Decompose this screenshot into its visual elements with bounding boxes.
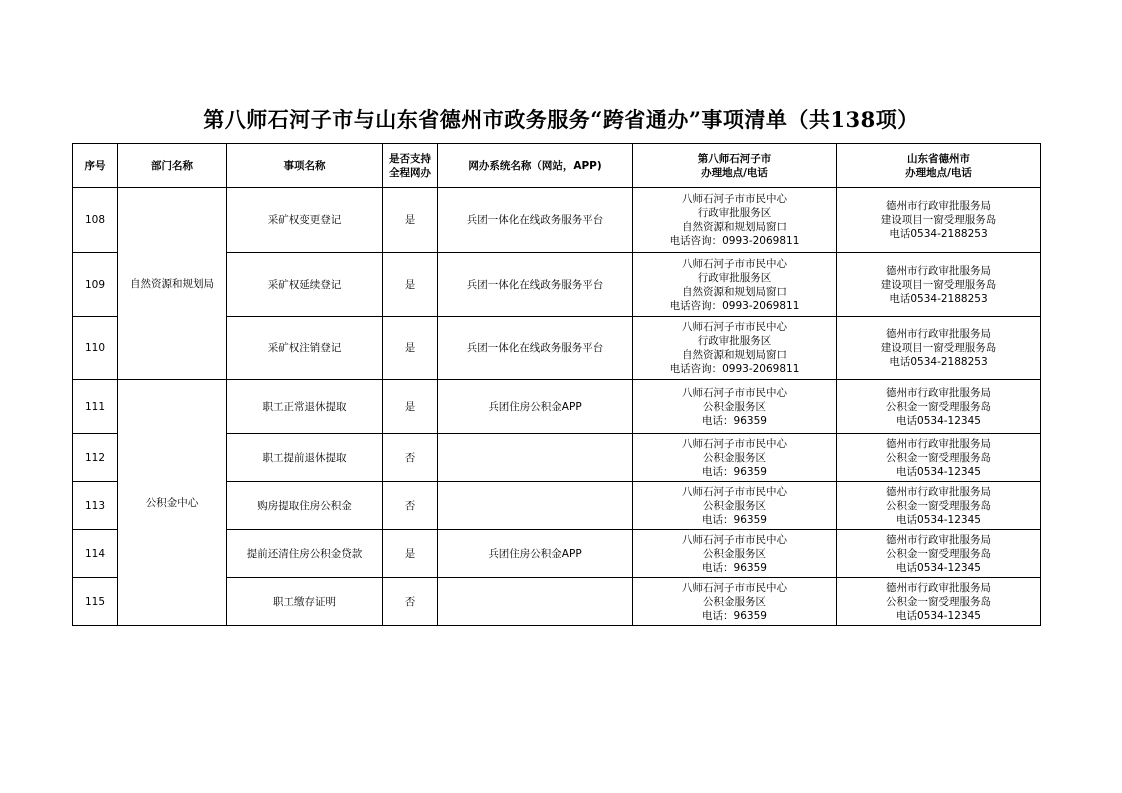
dz-address-line: 电话0534-12345 — [896, 561, 981, 574]
shz-address-line: 电话咨询：0993-2069811 — [669, 235, 800, 247]
cell-dept: 自然资源和规划局 — [118, 188, 227, 380]
shz-address-line: 电话：96359 — [702, 609, 767, 622]
dz-address-line: 公积金一窗受理服务岛 — [886, 499, 991, 512]
dz-address-line: 电话0534-2188253 — [889, 228, 988, 240]
dz-address-line: 德州市行政审批服务局 — [886, 581, 991, 594]
dz-address-line: 电话0534-12345 — [896, 465, 981, 478]
shz-address-line: 自然资源和规划局窗口 — [682, 285, 787, 298]
shz-address-line: 八师石河子市市民中心 — [682, 437, 787, 450]
cell-system: 兵团住房公积金APP — [438, 380, 633, 434]
cell-shz-address — [633, 253, 837, 317]
document-title: 第八师石河子市与山东省德州市政务服务“跨省通办”事项清单（共138项） — [203, 107, 919, 132]
dz-address-line: 德州市行政审批服务局 — [886, 485, 991, 498]
shz-address-line: 电话咨询：0993-2069811 — [669, 363, 800, 375]
cell-item: 采矿权延续登记 — [227, 253, 383, 317]
dz-address-line: 公积金一窗受理服务岛 — [886, 595, 991, 608]
items-table — [72, 143, 1041, 626]
shz-address-line: 公积金服务区 — [703, 451, 766, 464]
dz-address-line: 电话0534-12345 — [896, 609, 981, 622]
cell-dz-address — [837, 317, 1041, 380]
dz-address-line: 建设项目一窗受理服务岛 — [880, 342, 997, 354]
cell-shz-address — [633, 434, 837, 482]
cell-shz-address — [633, 317, 837, 380]
shz-address-line: 八师石河子市市民中心 — [682, 485, 787, 498]
shz-address-line: 电话：96359 — [702, 513, 767, 526]
shz-address-line: 电话：96359 — [702, 465, 767, 478]
cell-seq: 112 — [73, 434, 118, 482]
cell-item: 采矿权变更登记 — [227, 188, 383, 253]
cell-system: 兵团一体化在线政务服务平台 — [438, 188, 633, 253]
shz-address-line: 公积金服务区 — [703, 595, 766, 608]
dz-address-line: 建设项目一窗受理服务岛 — [880, 278, 997, 291]
cell-online: 否 — [383, 578, 438, 626]
cell-dz-address — [837, 434, 1041, 482]
dz-address-line: 公积金一窗受理服务岛 — [886, 547, 991, 560]
cell-dz-address — [837, 188, 1041, 253]
dz-address-line: 建设项目一窗受理服务岛 — [880, 214, 997, 226]
shz-address-line: 电话：96359 — [702, 414, 767, 427]
cell-item: 提前还清住房公积金贷款 — [227, 530, 383, 578]
cell-dz-address — [837, 530, 1041, 578]
cell-seq: 113 — [73, 482, 118, 530]
cell-dz-address — [837, 380, 1041, 434]
shz-address-line: 八师石河子市市民中心 — [682, 193, 787, 205]
dz-address-line: 电话0534-12345 — [896, 414, 981, 427]
cell-system: 兵团住房公积金APP — [438, 530, 633, 578]
cell-shz-address — [633, 380, 837, 434]
cell-item: 职工提前退休提取 — [227, 434, 383, 482]
shz-address-line: 自然资源和规划局窗口 — [682, 221, 787, 233]
shz-address-line: 公积金服务区 — [703, 400, 766, 413]
shz-address-line: 行政审批服务区 — [697, 207, 772, 219]
dz-address-line: 德州市行政审批服务局 — [886, 264, 991, 277]
cell-seq: 110 — [73, 317, 118, 380]
cell-shz-address — [633, 578, 837, 626]
cell-dz-address — [837, 253, 1041, 317]
shz-address-line: 行政审批服务区 — [697, 271, 772, 284]
header-dept: 部门名称 — [118, 144, 227, 188]
cell-system: 兵团一体化在线政务服务平台 — [438, 317, 633, 380]
header-row — [73, 144, 1041, 188]
cell-online: 是 — [383, 317, 438, 380]
dz-address-line: 电话0534-12345 — [896, 513, 981, 526]
cell-online: 是 — [383, 253, 438, 317]
header-shz: 第八师石河子市 办理地点/电话 — [633, 144, 837, 188]
shz-address-line: 公积金服务区 — [703, 547, 766, 560]
dz-address-line: 电话0534-2188253 — [889, 292, 988, 305]
dz-address-line: 德州市行政审批服务局 — [886, 437, 991, 450]
dz-address-line: 德州市行政审批服务局 — [886, 200, 991, 212]
dz-address-line: 公积金一窗受理服务岛 — [886, 451, 991, 464]
cell-seq: 109 — [73, 253, 118, 317]
cell-system — [438, 482, 633, 530]
shz-address-line: 行政审批服务区 — [697, 335, 772, 347]
cell-online: 是 — [383, 530, 438, 578]
shz-address-line: 八师石河子市市民中心 — [682, 321, 787, 333]
cell-shz-address — [633, 482, 837, 530]
dz-address-line: 德州市行政审批服务局 — [886, 386, 991, 399]
shz-address-line: 八师石河子市市民中心 — [682, 257, 787, 270]
cell-seq: 114 — [73, 530, 118, 578]
cell-seq: 111 — [73, 380, 118, 434]
cell-item: 职工正常退休提取 — [227, 380, 383, 434]
cell-system — [438, 578, 633, 626]
shz-address-line: 电话咨询：0993-2069811 — [669, 299, 800, 312]
dz-address-line: 电话0534-2188253 — [889, 356, 988, 368]
table-row — [73, 188, 1041, 253]
header-system: 网办系统名称（网站，APP) — [438, 144, 633, 188]
cell-online: 是 — [383, 188, 438, 253]
cell-seq: 115 — [73, 578, 118, 626]
shz-address-line: 八师石河子市市民中心 — [682, 533, 787, 546]
dz-address-line: 德州市行政审批服务局 — [886, 328, 991, 340]
header-seq: 序号 — [73, 144, 118, 188]
cell-dept: 公积金中心 — [118, 380, 227, 626]
cell-dz-address — [837, 482, 1041, 530]
cell-item: 职工缴存证明 — [227, 578, 383, 626]
cell-system — [438, 434, 633, 482]
cell-dz-address — [837, 578, 1041, 626]
header-item: 事项名称 — [227, 144, 383, 188]
shz-address-line: 电话：96359 — [702, 561, 767, 574]
shz-address-line: 公积金服务区 — [703, 499, 766, 512]
cell-online: 否 — [383, 482, 438, 530]
cell-seq: 108 — [73, 188, 118, 253]
cell-shz-address — [633, 530, 837, 578]
cell-system: 兵团一体化在线政务服务平台 — [438, 253, 633, 317]
shz-address-line: 八师石河子市市民中心 — [682, 581, 787, 594]
shz-address-line: 自然资源和规划局窗口 — [682, 349, 787, 361]
cell-online: 是 — [383, 380, 438, 434]
cell-shz-address — [633, 188, 837, 253]
cell-item: 采矿权注销登记 — [227, 317, 383, 380]
cell-online: 否 — [383, 434, 438, 482]
dz-address-line: 德州市行政审批服务局 — [886, 533, 991, 546]
table-row — [73, 380, 1041, 434]
header-online: 是否支持 全程网办 — [383, 144, 438, 188]
dz-address-line: 公积金一窗受理服务岛 — [886, 400, 991, 413]
cell-item: 购房提取住房公积金 — [227, 482, 383, 530]
shz-address-line: 八师石河子市市民中心 — [682, 386, 787, 399]
header-dz: 山东省德州市 办理地点/电话 — [837, 144, 1041, 188]
